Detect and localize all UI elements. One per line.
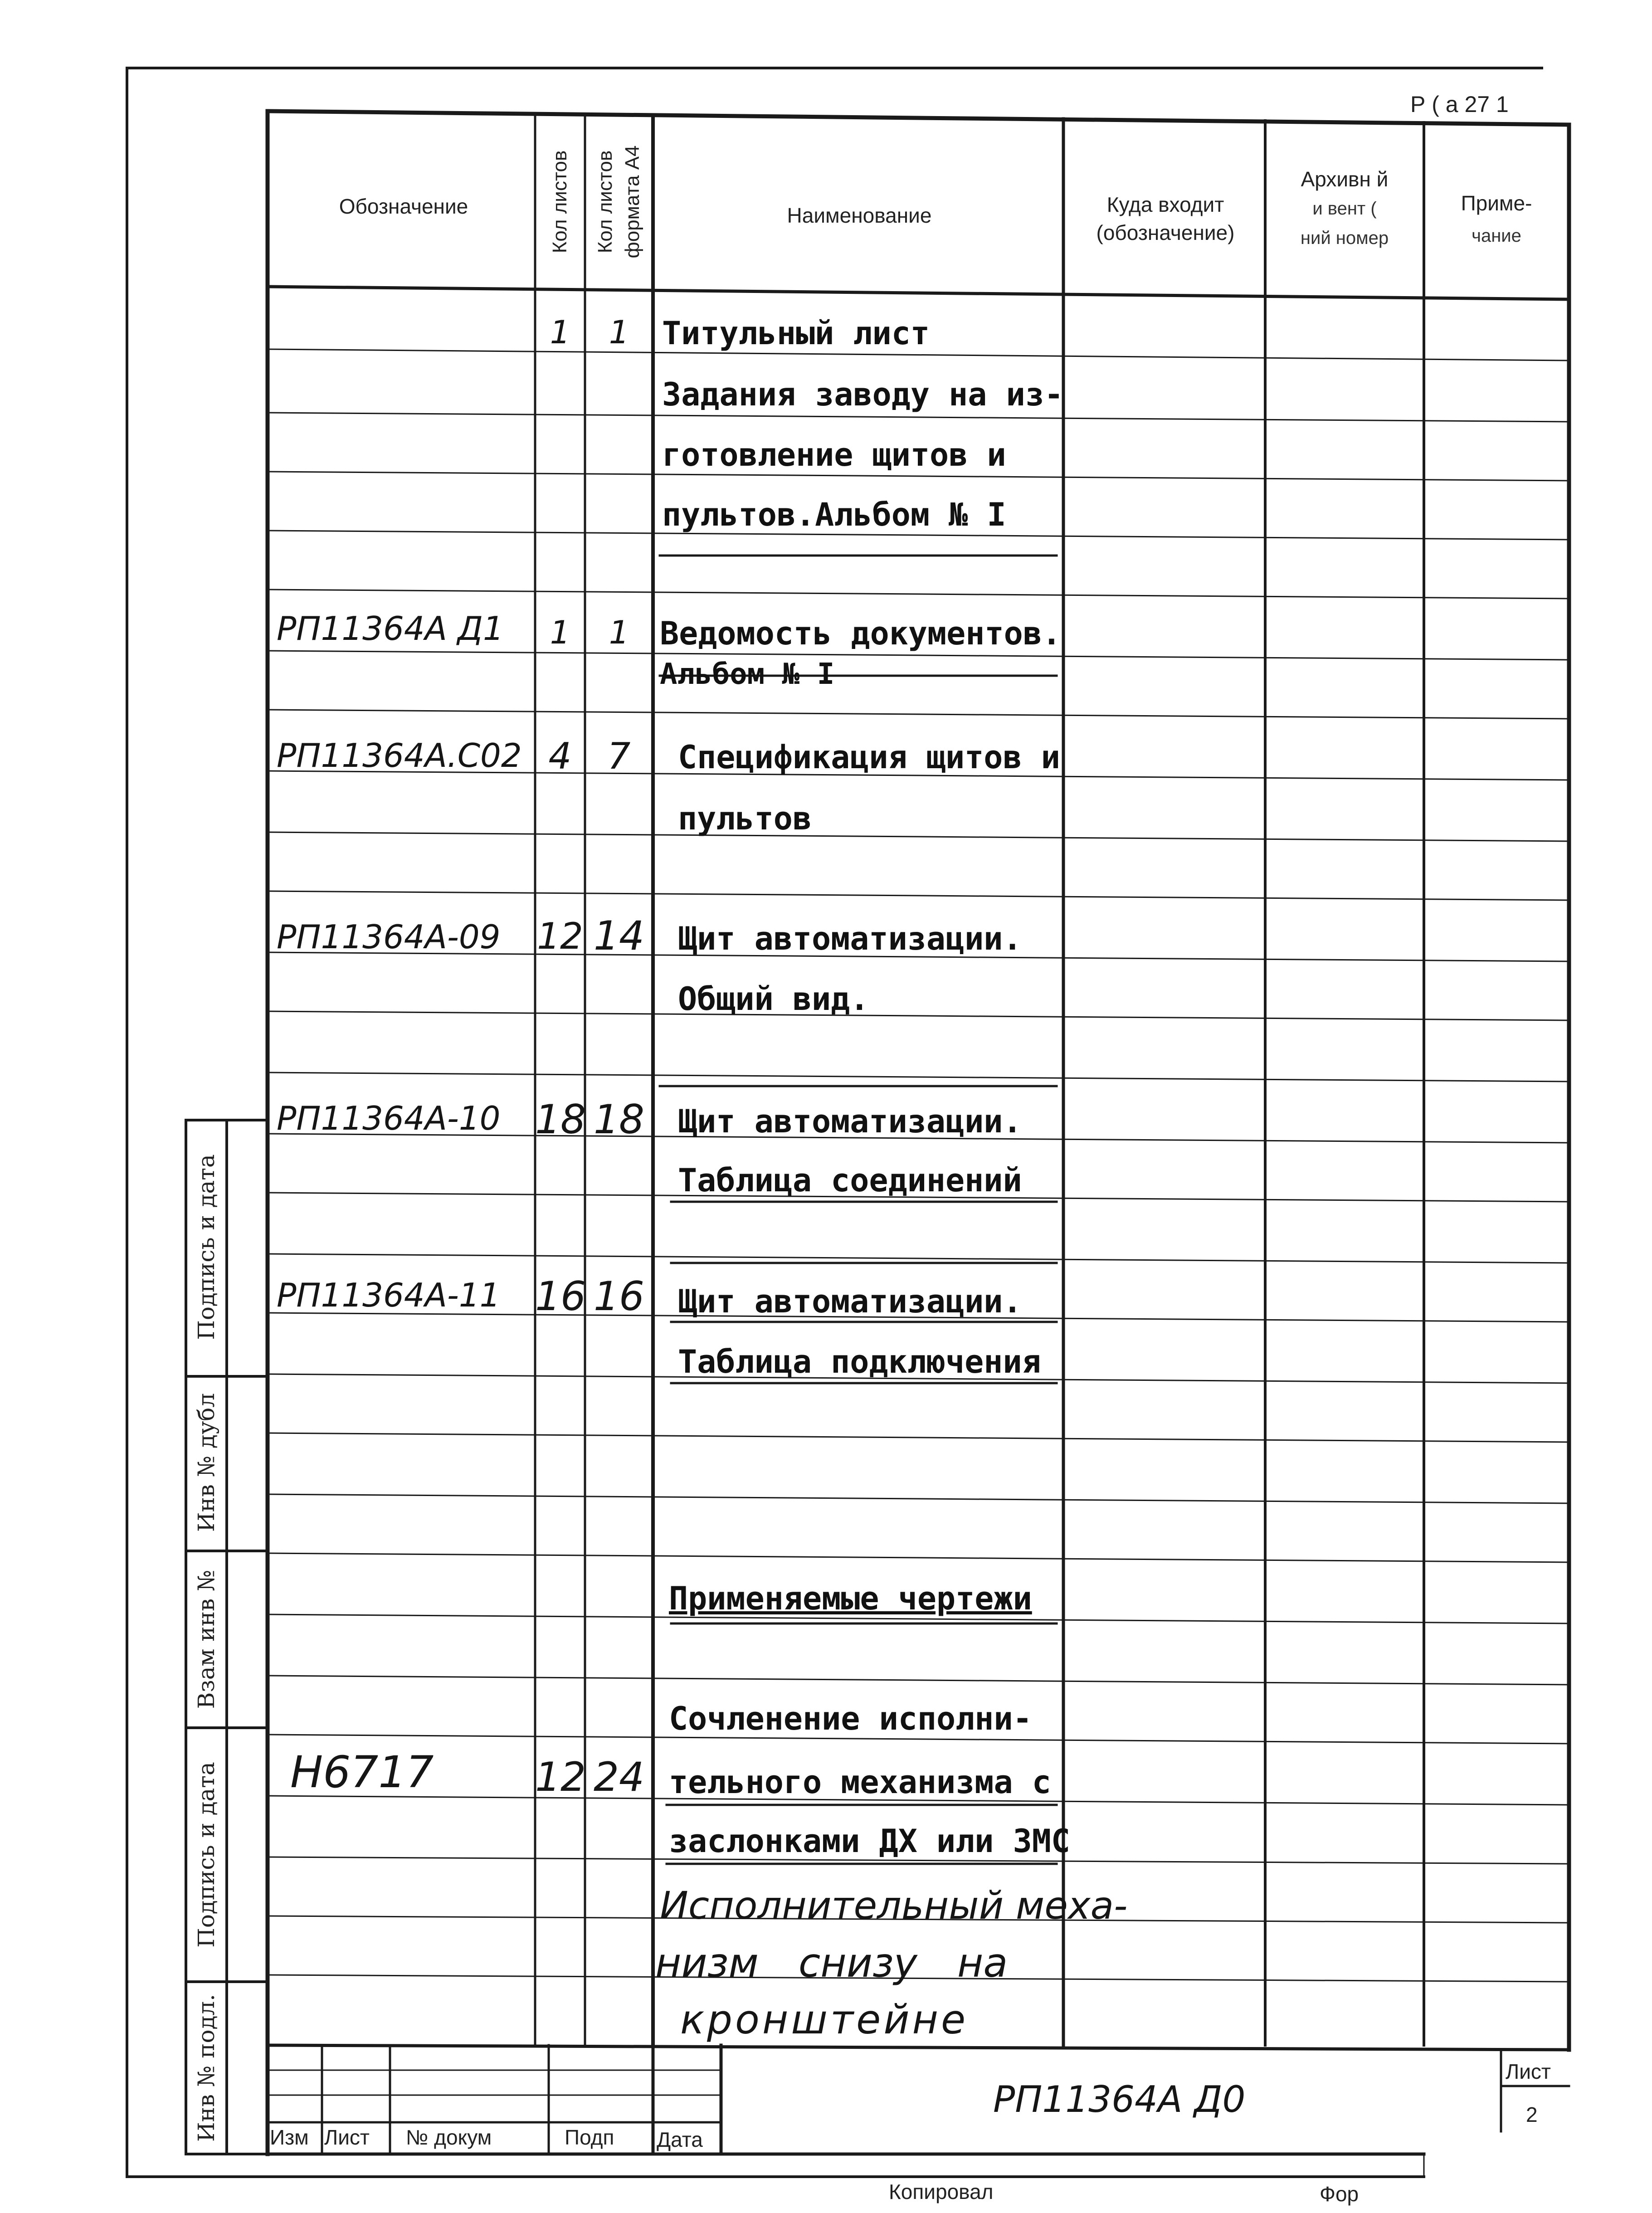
entry-5-code: РП11364А-09: [277, 918, 501, 956]
entry-2-name-line-1: Задания заводу на из-: [662, 376, 1064, 413]
entry-6-code: РП11364А-10: [277, 1099, 501, 1137]
entry-7-name-line-1: Щит автоматизации.: [678, 1283, 1022, 1320]
header-designation: Обозначение: [339, 195, 468, 218]
entry-9-name-line-1: Сочленение исполни-: [669, 1700, 1032, 1737]
side-stamp-sign-date-bottom: Подпись и дата: [193, 1762, 219, 1948]
title-block-data: Дата: [657, 2128, 703, 2151]
side-stamp-sign-date-top: Подпись и дата: [193, 1154, 219, 1340]
entry-1-sheets: 1: [550, 314, 570, 351]
entry-7-sheets: 16: [535, 1273, 586, 1320]
entry-8-name-line-1: Применяемые чертежи: [669, 1580, 1032, 1617]
title-block-podp: Подп: [565, 2125, 614, 2149]
entry-5-a4: 14: [594, 912, 644, 959]
entry-10-name-line-3: кронштейне: [680, 1996, 969, 2043]
header-included-in-line1: Куда входит: [1106, 193, 1224, 216]
entry-7-name-line-2: Таблица подключения: [678, 1343, 1041, 1380]
title-block-izm: Изм: [270, 2125, 309, 2149]
entry-5-name-line-2: Общий вид.: [678, 980, 869, 1018]
entry-3-a4: 1: [609, 614, 629, 651]
entry-3-code: РП11364А Д1: [277, 609, 504, 648]
title-block-list: Лист: [324, 2125, 370, 2149]
title-block-document-code: РП11364А Д0: [993, 2078, 1246, 2120]
side-stamp-inv-podl: Инв № подл.: [193, 1994, 219, 2142]
footer-format: Фор: [1320, 2182, 1359, 2206]
entry-10-name-line-2: низм снизу на: [655, 1940, 1008, 1986]
entry-9-name-line-2: тельного механизма с: [669, 1764, 1051, 1801]
header-included-in-line2: (обозначение): [1096, 221, 1235, 244]
entry-9-a4: 24: [594, 1754, 644, 1800]
entry-9-sheets: 12: [535, 1754, 586, 1800]
entry-6-a4: 18: [594, 1096, 644, 1143]
entry-6-name-line-1: Щит автоматизации.: [678, 1103, 1022, 1140]
title-block-doc-no: № докум: [406, 2125, 492, 2149]
entry-2-name-line-2: готовление щитов и: [662, 436, 1006, 473]
header-note-line2: чание: [1472, 226, 1521, 246]
entry-9-name-line-3: заслонками ДХ или ЗМС: [669, 1823, 1071, 1860]
entry-6-name-line-2: Таблица соединений: [678, 1162, 1022, 1199]
side-stamp-inv-dubl: Инв № дубл: [193, 1393, 219, 1532]
header-note-line1: Приме-: [1461, 191, 1532, 215]
entry-5-name-line-1: Щит автоматизации.: [678, 920, 1022, 957]
entry-6-sheets: 18: [535, 1096, 586, 1143]
entry-3-name-line-1: Ведомость документов.: [660, 615, 1062, 652]
title-block-sheet-number: 2: [1526, 2103, 1538, 2126]
side-stamp-vzam-inv: Взам инв №: [193, 1570, 219, 1709]
entry-1-name-line-1: Титульный лист: [662, 315, 930, 352]
header-archive-line1: Архивн й: [1301, 167, 1389, 191]
entry-4-name-line-2: пультов: [678, 800, 812, 837]
entry-4-sheets: 4: [548, 735, 572, 777]
entry-7-code: РП11364А-11: [277, 1276, 501, 1314]
entry-3-sheets: 1: [550, 614, 570, 651]
header-a4-count-line1: Кол листов: [594, 150, 616, 253]
entry-4-name-line-1: Спецификация щитов и: [678, 739, 1060, 776]
title-block-sheet-label: Лист: [1506, 2060, 1551, 2083]
header-name: Наименование: [787, 204, 932, 227]
entry-3-name-line-2: Альбом № I: [660, 658, 835, 691]
entry-5-sheets: 12: [537, 915, 583, 957]
entry-4-code: РП11364А.С02: [277, 736, 522, 775]
page-marker: Р ( а 27 1: [1410, 92, 1509, 117]
entry-7-a4: 16: [594, 1273, 644, 1320]
entry-10-name-line-1: Исполнительный меха-: [660, 1883, 1128, 1928]
header-archive-line2: и вент (: [1312, 199, 1377, 219]
entry-9-code: Н6717: [290, 1747, 434, 1798]
header-sheet-count: Кол листов: [549, 150, 571, 253]
header-archive-line3: ний номер: [1300, 228, 1389, 248]
entry-2-name-line-3: пультов.Альбом № I: [662, 496, 1006, 533]
footer-copied: Копировал: [889, 2180, 994, 2203]
entry-1-a4: 1: [609, 314, 629, 351]
entry-4-a4: 7: [607, 735, 631, 777]
header-a4-count-line2: формата А4: [621, 145, 643, 258]
